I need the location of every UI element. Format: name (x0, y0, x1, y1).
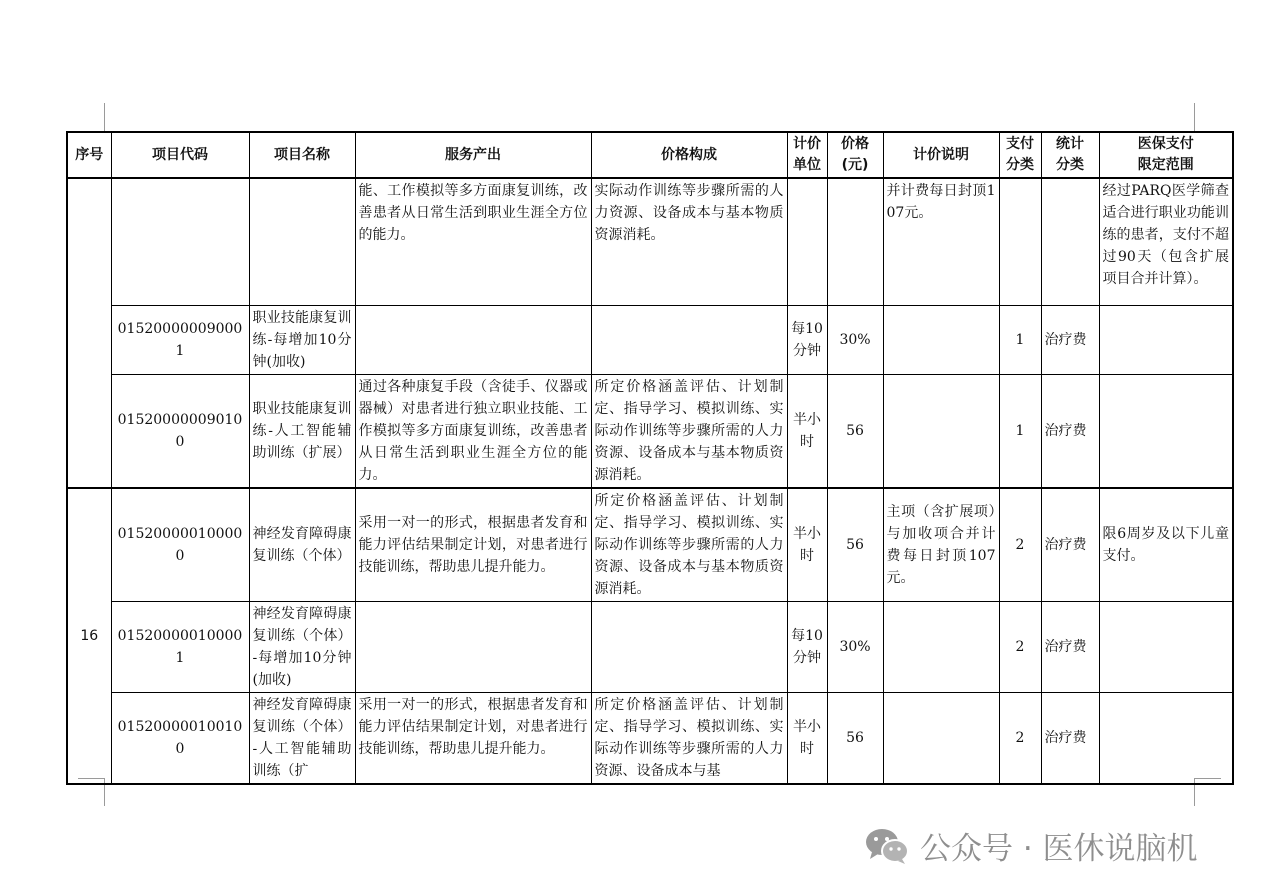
pay-cell: 2 (999, 692, 1041, 784)
name-cell: 神经发育障碍康复训练（个体）-人工智能辅助训练（扩 (249, 692, 355, 784)
header-scope: 医保支付 限定范围 (1099, 132, 1233, 178)
note-cell (883, 305, 999, 374)
crop-mark-top-right (1194, 103, 1195, 131)
name-cell: 神经发育障碍康复训练（个体） (249, 488, 355, 602)
unit-cell (787, 178, 827, 305)
header-service: 服务产出 (355, 132, 591, 178)
unit-cell: 半小时 (787, 374, 827, 488)
header-price-comp: 价格构成 (591, 132, 787, 178)
pricing-table (66, 131, 1234, 785)
note-cell: 并计费每日封顶107元。 (883, 178, 999, 305)
header-price: 价格 (元) (827, 132, 883, 178)
service-cell: 采用一对一的形式，根据患者发育和能力评估结果制定计划，对患者进行技能训练，帮助患儿提升能力。 (355, 692, 591, 784)
code-cell: 015200000100100 (111, 692, 249, 784)
stat-cell: 治疗费 (1041, 692, 1099, 784)
price-cell: 56 (827, 374, 883, 488)
header-name: 项目名称 (249, 132, 355, 178)
header-note: 计价说明 (883, 132, 999, 178)
stat-cell: 治疗费 (1041, 305, 1099, 374)
table-row (67, 305, 1233, 374)
price-comp-cell: 所定价格涵盖评估、计划制定、指导学习、模拟训练、实际动作训练等步骤所需的人力资源、设备成本与基本物质资源消耗。 (591, 488, 787, 602)
note-cell (883, 601, 999, 692)
price-comp-cell (591, 305, 787, 374)
unit-cell: 每10分钟 (787, 601, 827, 692)
scope-cell (1099, 692, 1233, 784)
price-comp-cell: 所定价格涵盖评估、计划制定、指导学习、模拟训练、实际动作训练等步骤所需的人力资源、设备成本与基 (591, 692, 787, 784)
header-seq: 序号 (67, 132, 111, 178)
pay-cell: 1 (999, 374, 1041, 488)
code-cell: 015200000100000 (111, 488, 249, 602)
pay-cell: 1 (999, 305, 1041, 374)
header-pay: 支付 分类 (999, 132, 1041, 178)
service-cell (355, 601, 591, 692)
stat-cell: 治疗费 (1041, 488, 1099, 602)
scope-cell (1099, 601, 1233, 692)
code-cell (111, 178, 249, 305)
stat-cell: 治疗费 (1041, 374, 1099, 488)
service-cell (355, 305, 591, 374)
price-cell: 56 (827, 488, 883, 602)
table-row (67, 601, 1233, 692)
price-comp-cell: 所定价格涵盖评估、计划制定、指导学习、模拟训练、实际动作训练等步骤所需的人力资源、设备成本与基本物质资源消耗。 (591, 374, 787, 488)
unit-cell: 半小时 (787, 692, 827, 784)
service-cell: 采用一对一的形式，根据患者发育和能力评估结果制定计划，对患者进行技能训练，帮助患儿提升能力。 (355, 488, 591, 602)
stat-cell: 治疗费 (1041, 601, 1099, 692)
watermark-text: 公众号 · 医休说脑机 (920, 831, 1198, 867)
price-comp-cell: 实际动作训练等步骤所需的人力资源、设备成本与基本物质资源消耗。 (591, 178, 787, 305)
pay-cell (999, 178, 1041, 305)
seq-cell-empty (67, 178, 111, 488)
scope-cell (1099, 374, 1233, 488)
scope-cell: 经过PARQ医学筛查适合进行职业功能训练的患者，支付不超过90天（包含扩展项目合并计算）。 (1099, 178, 1233, 305)
stat-cell (1041, 178, 1099, 305)
name-cell: 神经发育障碍康复训练（个体）-每增加10分钟(加收) (249, 601, 355, 692)
table-row (67, 374, 1233, 488)
pay-cell: 2 (999, 601, 1041, 692)
price-cell: 30% (827, 305, 883, 374)
code-cell: 015200000090001 (111, 305, 249, 374)
watermark (864, 823, 1198, 868)
price-cell: 56 (827, 692, 883, 784)
wechat-icon (864, 826, 910, 866)
price-cell: 30% (827, 601, 883, 692)
table-row (67, 488, 1233, 602)
crop-mark-top-left (104, 103, 105, 131)
price-comp-cell (591, 601, 787, 692)
table-row (67, 178, 1233, 305)
header-code: 项目代码 (111, 132, 249, 178)
pay-cell: 2 (999, 488, 1041, 602)
service-cell: 通过各种康复手段（含徒手、仪器或器械）对患者进行独立职业技能、工作模拟等多方面康复训练，改善患者从日常生活到职业生涯全方位的能力。 (355, 374, 591, 488)
note-cell: 主项（含扩展项）与加收项合并计费每日封顶107元。 (883, 488, 999, 602)
price-cell (827, 178, 883, 305)
code-cell: 015200000090100 (111, 374, 249, 488)
unit-cell: 每10分钟 (787, 305, 827, 374)
service-cell: 能、工作模拟等多方面康复训练，改善患者从日常生活到职业生涯全方位的能力。 (355, 178, 591, 305)
header-row (67, 132, 1233, 178)
table-row (67, 692, 1233, 784)
scope-cell: 限6周岁及以下儿童支付。 (1099, 488, 1233, 602)
unit-cell: 半小时 (787, 488, 827, 602)
header-stat: 统计 分类 (1041, 132, 1099, 178)
seq-cell: 16 (67, 488, 111, 784)
name-cell: 职业技能康复训练-人工智能辅助训练（扩展） (249, 374, 355, 488)
name-cell: 职业技能康复训练-每增加10分钟(加收) (249, 305, 355, 374)
note-cell (883, 692, 999, 784)
code-cell: 015200000100001 (111, 601, 249, 692)
note-cell (883, 374, 999, 488)
scope-cell (1099, 305, 1233, 374)
name-cell (249, 178, 355, 305)
header-unit: 计价 单位 (787, 132, 827, 178)
